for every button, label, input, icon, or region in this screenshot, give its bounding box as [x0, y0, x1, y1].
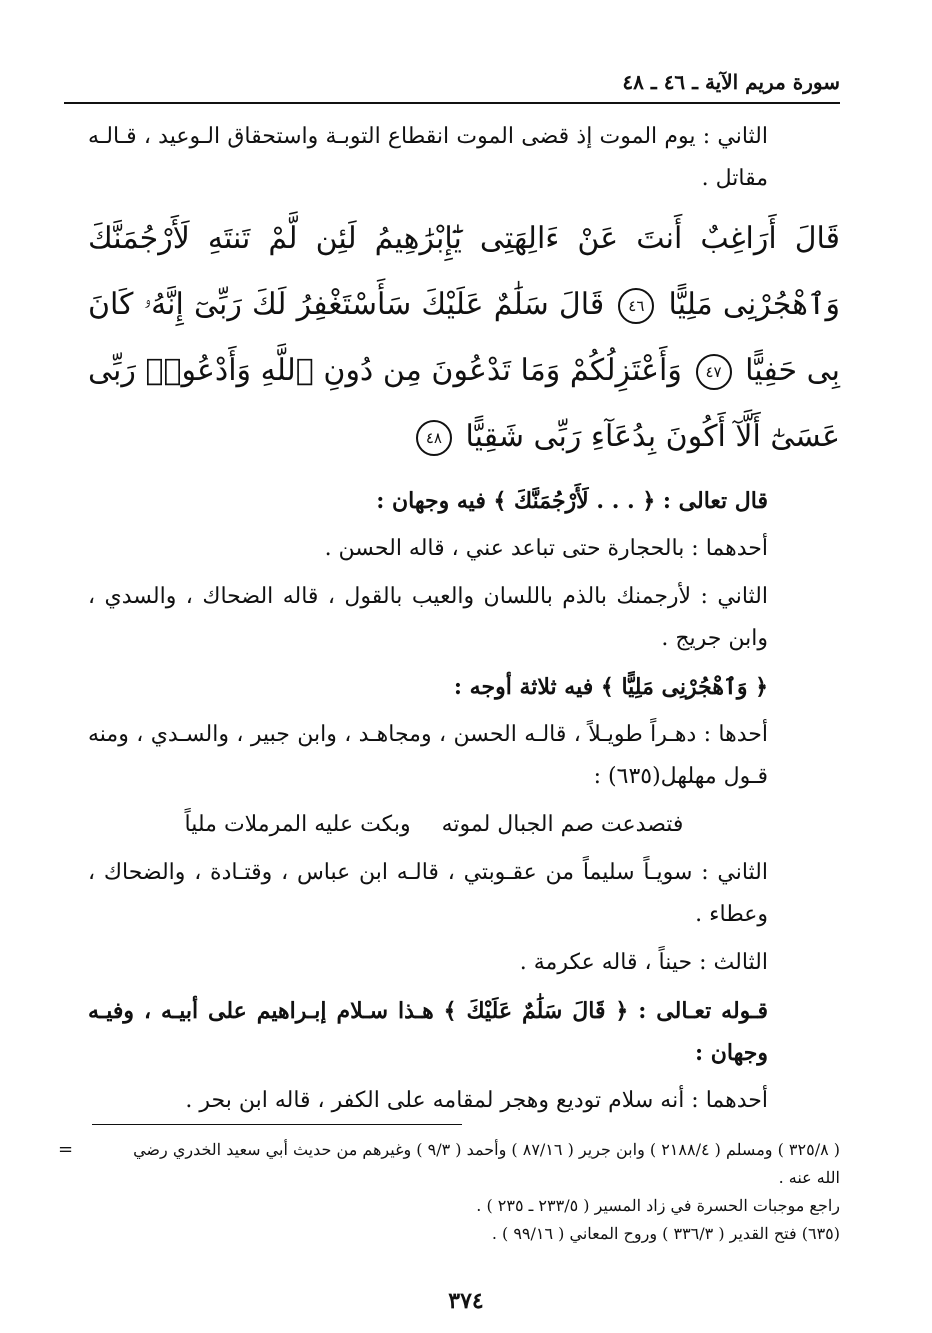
- page-number: ٣٧٤: [448, 1288, 484, 1314]
- poem-verse: [88, 804, 840, 846]
- main-text: [88, 116, 840, 1128]
- paragraph-1: الثاني : يوم الموت إذ قضى الموت انقطاع التوبـة واستحقاق الـوعيد ، قـالـه مقاتل .: [88, 124, 768, 191]
- paragraph-6: أحدها : دهـراً طويـلاً ، قالـه الحسن ، ومجاهـد ، وابن جبير ، والسـدي ، ومنه قـول مهلهل(٦٣٥) :: [88, 722, 768, 789]
- footnote-reference-line: راجع موجبات الحسرة في زاد المسير ( ٢٣٣/٥ ـ ٢٣٥ ) .: [476, 1196, 840, 1215]
- paragraph-2: قال تعالى : ﴿ . . . لَأَرْجُمَنَّكَ ﴾ فيه وجهان :: [376, 488, 768, 514]
- verse-47-text: قَالَ سَلَٰمٌ عَلَيْكَ سَأَسْتَغْفِرُ لَكَ رَبِّىٓ إِنَّهُۥ كَانَ بِى حَفِيًّا: [88, 287, 841, 388]
- verse-46-text: قَالَ أَرَاغِبٌ أَنتَ عَنْ ءَالِهَتِى يَٰٓإِبْرَٰهِيمُ لَئِن لَّمْ تَنتَهِ لَأَرْجُمَنَّكَ وَٱهْجُرْنِى مَلِيًّا: [88, 221, 841, 322]
- footnote-635: (٦٣٥) فتح القدير ( ٣٣٦/٣ ) وروح المعاني ( ٩٩/١٦ ) .: [491, 1224, 840, 1243]
- paragraph-5: ﴿ وَٱهْجُرْنِى مَلِيًّا ﴾ فيه ثلاثة أوجه :: [453, 674, 768, 700]
- verse-48-text: وَأَعْتَزِلُكُمْ وَمَا تَدْعُونَ مِن دُونِ ٱللَّهِ وَأَدْعُوا۟ رَبِّى عَسَىٰٓ أَلَّآ أَكُونَ بِدُعَآءِ رَبِّى شَقِيًّا: [88, 353, 840, 454]
- paragraph-9: قـوله تعـالى : ﴿ قَالَ سَلَٰمٌ عَلَيْكَ ﴾ هـذا سـلام إبـراهيم على أبيـه ، وفيـه وجهان :: [88, 998, 768, 1066]
- header-rule: [64, 102, 840, 104]
- paragraph-8: الثالث : حيناً ، قاله عكرمة .: [519, 950, 768, 975]
- quran-verse-block: [88, 206, 840, 470]
- paragraph-3: أحدهما : بالحجارة حتى تباعد عني ، قاله الحسن .: [324, 536, 768, 561]
- footnotes: [58, 1136, 840, 1248]
- verse-46-number: ٤٦: [618, 288, 654, 324]
- paragraph-7: الثاني : سويـاً سليماً من عقـوبتي ، قالـه ابن عباس ، وقتـادة ، والضحاك ، وعطاء .: [88, 860, 768, 927]
- paragraph-4: الثاني : لأرجمنك بالذم باللسان والعيب بالقول ، قاله الضحاك ، والسدي ، وابن جريج .: [88, 584, 768, 651]
- running-header: سورة مريم الآية ـ ٤٦ ـ ٤٨: [622, 70, 840, 94]
- paragraph-10: أحدهما : أنه سلام توديع وهجر لمقامه على الكفر ، قاله ابن بحر .: [185, 1088, 768, 1113]
- footnote-rule: [92, 1124, 462, 1125]
- verse-48-number: ٤٨: [416, 420, 452, 456]
- verse-47-number: ٤٧: [696, 354, 732, 390]
- continuation-mark: =: [58, 1139, 74, 1160]
- poem-first-hemistich: فتصدعت صم الجبال لموته: [441, 812, 684, 837]
- footnote-continuation-text: ( ٣٢٥/٨ ) ومسلم ( ٢١٨٨/٤ ) وابن جرير ( ٨٧/١٦ ) وأحمد ( ٩/٣ ) وغيرهم من حديث أبي سعيد الخدري رضي الله عنه .: [133, 1140, 840, 1187]
- footnote-continuation: [58, 1136, 840, 1192]
- poem-second-hemistich: وبكت عليه المرملات ملياً: [184, 812, 411, 837]
